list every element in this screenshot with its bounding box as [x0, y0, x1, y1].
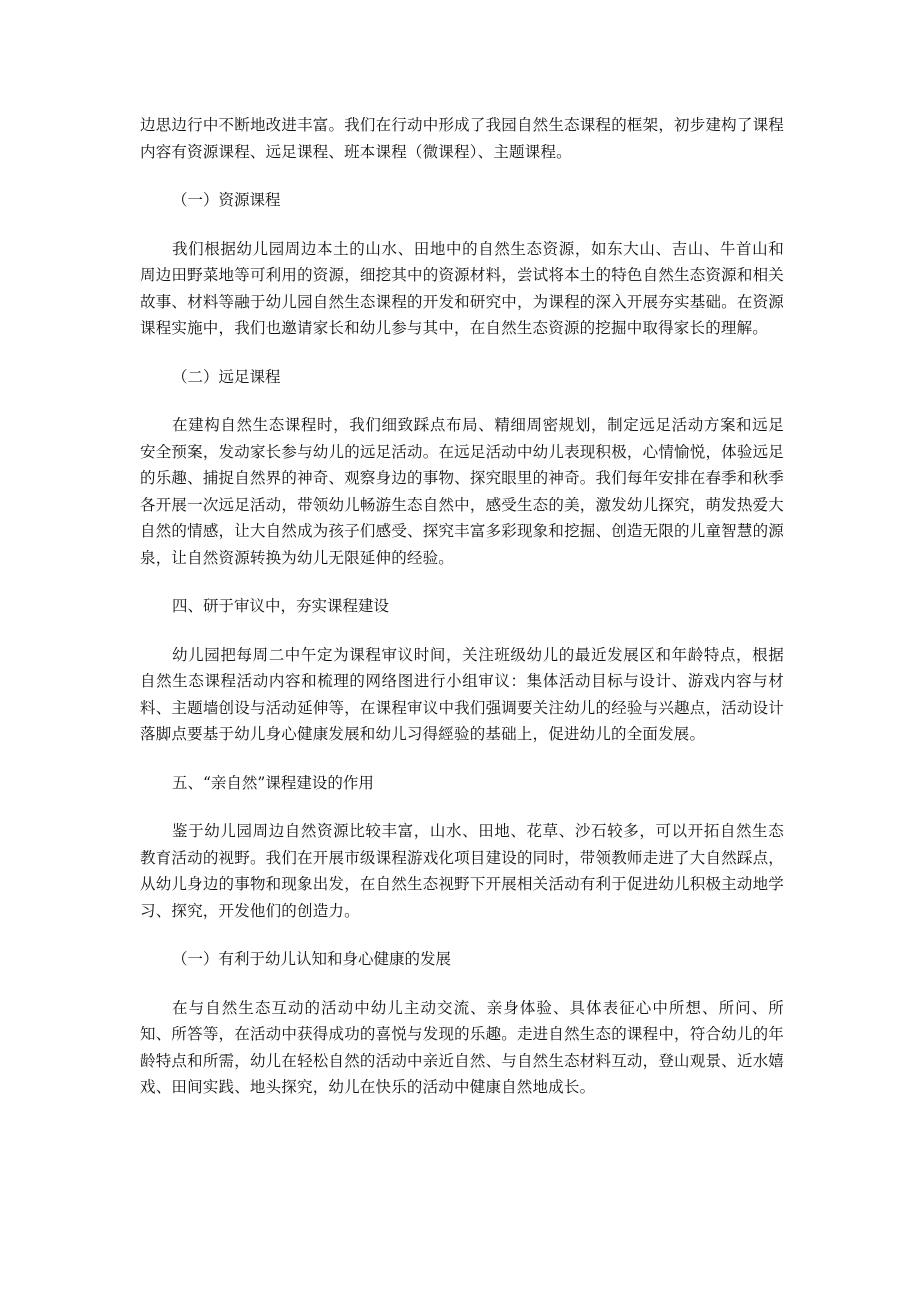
heading-field-trip-course: （二）远足课程	[172, 367, 281, 386]
heading-cognitive-development: （一）有利于幼儿认知和身心健康的发展	[172, 950, 452, 968]
document-body	[140, 112, 784, 1123]
paragraph-curriculum-review: 幼儿园把每周二中午定为课程审议时间，关注班级幼儿的最近发展区和年龄特点，根据自然生态课程活动内容和梳理的网络图进行小组审议：集体活动目标与设计、游戏内容与材料、主题墙创设与活动延伸等，在课程审议中我们强调要关注幼儿的经验与兴趣点，活动设计落脚点要基于幼儿身心健康发展和幼儿习得經验的基础上，促进幼儿的全面发展。	[140, 645, 784, 743]
paragraph-resource-course: 我们根据幼儿园周边本土的山水、田地中的自然生态资源，如东大山、吉山、牛首山和周边田野菜地等可利用的资源，细挖其中的资源材料，尝试将本土的特色自然生态资源和相关故事、材料等融于幼儿园自然生态课程的开发和研究中，为课程的深入开展夯实基础。在资源课程实施中，我们也邀请家长和幼儿参与其中，在自然生态资源的挖掘中取得家长的理解。	[140, 239, 784, 337]
paragraph-cognitive-development: 在与自然生态互动的活动中幼儿主动交流、亲身体验、具体表征心中所想、所问、所知、所答等，在活动中获得成功的喜悦与发现的乐趣。走进自然生态的课程中，符合幼儿的年龄特点和所需，幼儿在轻松自然的活动中亲近自然、与自然生态材料互动，登山观景、近水嬉戏、田间实践、地头探究，幼儿在快乐的活动中健康自然地成长。	[140, 998, 784, 1096]
heading-resource-course: （一）资源课程	[172, 191, 281, 209]
paragraph-intro: 边思边行中不断地改进丰富。我们在行动中形成了我园自然生态课程的框架，初步建构了课程内容有资源课程、远足课程、班本课程（微课程）、主题课程。	[140, 116, 784, 161]
paragraph-nature-benefits: 鉴于幼儿园周边自然资源比较丰富，山水、田地、花草、沙石较多，可以开拓自然生态教育活动的视野。我们在开展市级课程游戏化项目建设的同时，带领教师走进了大自然踩点，从幼儿身边的事物和现象出发，在自然生态视野下开展相关活动有利于促进幼儿积极主动地学习、探究，开发他们的创造力。	[140, 822, 784, 920]
heading-section-five: 五、“亲自然”课程建设的作用	[172, 773, 374, 792]
paragraph-field-trip-course: 在建构自然生态课程时，我们细致踩点布局、精细周密规划，制定远足活动方案和远足安全预案，发动家长参与幼儿的远足活动。在远足活动中幼儿表现积极，心情愉悦，体验远足的乐趣、捕捉自然界的神奇、观察身边的事物、探究眼里的神奇。我们每年安排在春季和秋季各开展一次远足活动，带领幼儿畅游生态自然中，感受生态的美，激发幼儿探究，萌发热爱大自然的情感，让大自然成为孩子们感受、探究丰富多彩现象和挖掘、创造无限的儿童智慧的源泉，让自然资源转换为幼儿无限延伸的经验。	[140, 416, 784, 567]
heading-section-four: 四、研于审议中，夯实课程建设	[172, 597, 390, 615]
